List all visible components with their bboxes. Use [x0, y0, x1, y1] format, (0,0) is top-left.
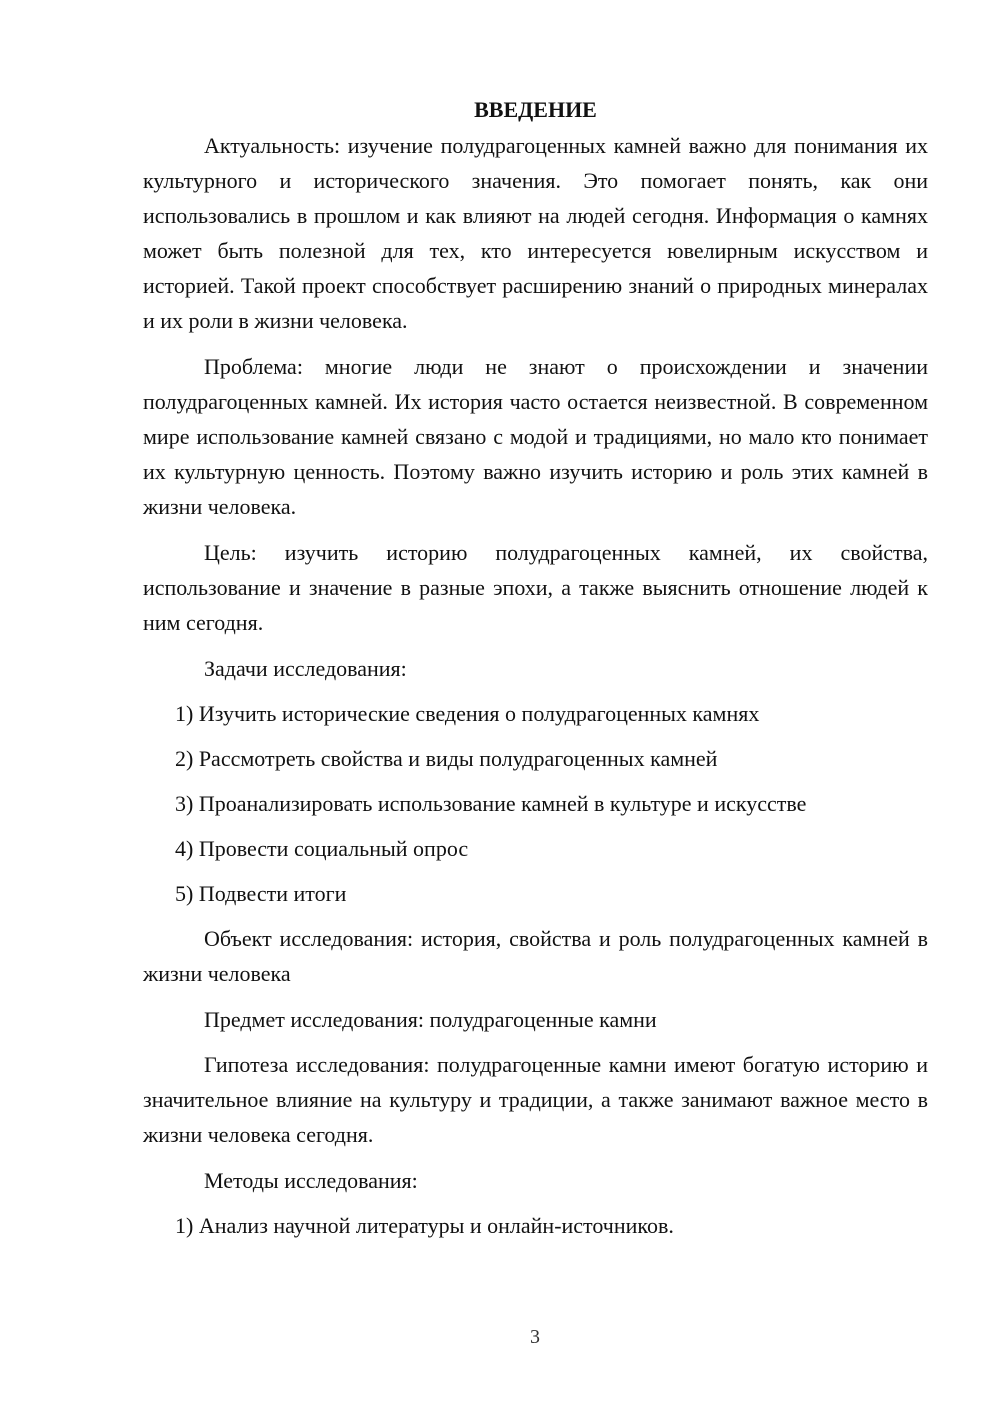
task-item: 5) Подвести итоги [175, 881, 347, 906]
page-title: ВВЕДЕНИЕ [474, 97, 597, 122]
relevance-paragraph: Актуальность: изучение полудрагоценных камней важно для понимания их культурного и исторического значения. Это помогает понять, как они использовались в прошлом и как влияют на людей сегодня. Информация о камнях может быть полезной для тех, кто интересуется ювелирным искусством и историей. Такой проект способствует расширению знаний о природных минералах и их роли в жизни человека. [143, 133, 928, 333]
page-number: 3 [530, 1326, 540, 1348]
task-item: 2) Рассмотреть свойства и виды полудрагоценных камней [175, 746, 718, 771]
task-item: 3) Проанализировать использование камней в культуре и искусстве [175, 791, 807, 816]
task-item: 1) Изучить исторические сведения о полудрагоценных камнях [175, 701, 760, 726]
method-item: 1) Анализ научной литературы и онлайн-источников. [175, 1213, 674, 1238]
problem-paragraph: Проблема: многие люди не знают о происхождении и значении полудрагоценных камней. Их история часто остается неизвестной. В современном мире использование камней связано с модой и традициями, но мало кто понимает их культурную ценность. Поэтому важно изучить историю и роль этих камней в жизни человека. [143, 354, 928, 519]
tasks-heading: Задачи исследования: [204, 656, 407, 681]
goal-paragraph: Цель: изучить историю полудрагоценных камней, их свойства, использование и значение в разные эпохи, а также выяснить отношение людей к ним сегодня. [143, 540, 928, 635]
hypothesis-paragraph: Гипотеза исследования: полудрагоценные камни имеют богатую историю и значительное влияние на культуру и традиции, а также занимают важное место в жизни человека сегодня. [143, 1052, 928, 1147]
object-paragraph: Объект исследования: история, свойства и роль полудрагоценных камней в жизни человека [143, 926, 928, 986]
page-content [143, 92, 928, 1253]
task-item: 4) Провести социальный опрос [175, 836, 469, 861]
subject-paragraph: Предмет исследования: полудрагоценные камни [204, 1007, 657, 1032]
methods-heading: Методы исследования: [204, 1168, 418, 1193]
